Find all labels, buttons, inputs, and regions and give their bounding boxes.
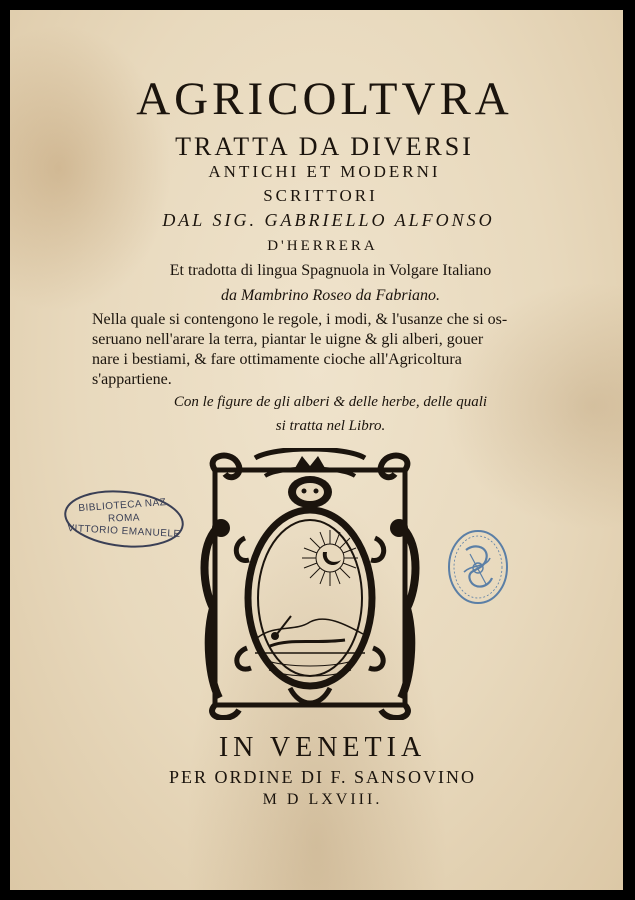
description-paragraph: [92, 310, 562, 390]
subtitle-line-1: TRATTA DA DIVERSI: [175, 132, 474, 161]
imprint-place: IN VENETIA: [218, 732, 427, 763]
imprint-printer: PER ORDINE DI F. SANSOVINO: [168, 767, 477, 787]
figures-line-2: si tratta nel Libro.: [275, 418, 386, 434]
stamp-line-2: ROMA: [107, 512, 141, 525]
translation-line-2: da Mambrino Roseo da Fabriano.: [220, 287, 441, 304]
monogram-stamp-icon: [446, 528, 510, 606]
stamp-line-1: BIBLIOTECA NAZ.: [78, 496, 170, 515]
subtitle-line-2: ANTICHI ET MODERNI: [208, 162, 441, 181]
translation-line-1: Et tradotta di lingua Spagnuola in Volgare Italiano: [169, 262, 492, 279]
description-line: seruano nell'arare la terra, piantar le uigne & gli alberi, gouer: [92, 331, 484, 348]
description-line: nare i bestiami, & fare ottimamente cioche all'Agricoltura: [92, 351, 462, 368]
description-line: s'appartiene.: [92, 371, 172, 388]
author-line-1: DAL SIG. GABRIELLO ALFONSO: [162, 210, 495, 230]
title-page: [10, 10, 623, 890]
author-line-2: D'HERRERA: [267, 238, 378, 254]
library-stamp: [62, 488, 186, 550]
description-line: Nella quale si contengono le regole, i modi, & l'usanze che si os-: [92, 311, 508, 328]
imprint-year: M D LXVIII.: [262, 791, 383, 808]
stamp-line-3: VITTORIO EMANUELE: [67, 523, 181, 540]
book-title: AGRICOLTVRA: [136, 73, 513, 125]
subtitle-line-3: SCRITTORI: [263, 186, 378, 205]
printer-device-woodcut: [195, 448, 425, 720]
figures-line-1: Con le figure de gli alberi & delle herbe, delle quali: [173, 394, 488, 410]
